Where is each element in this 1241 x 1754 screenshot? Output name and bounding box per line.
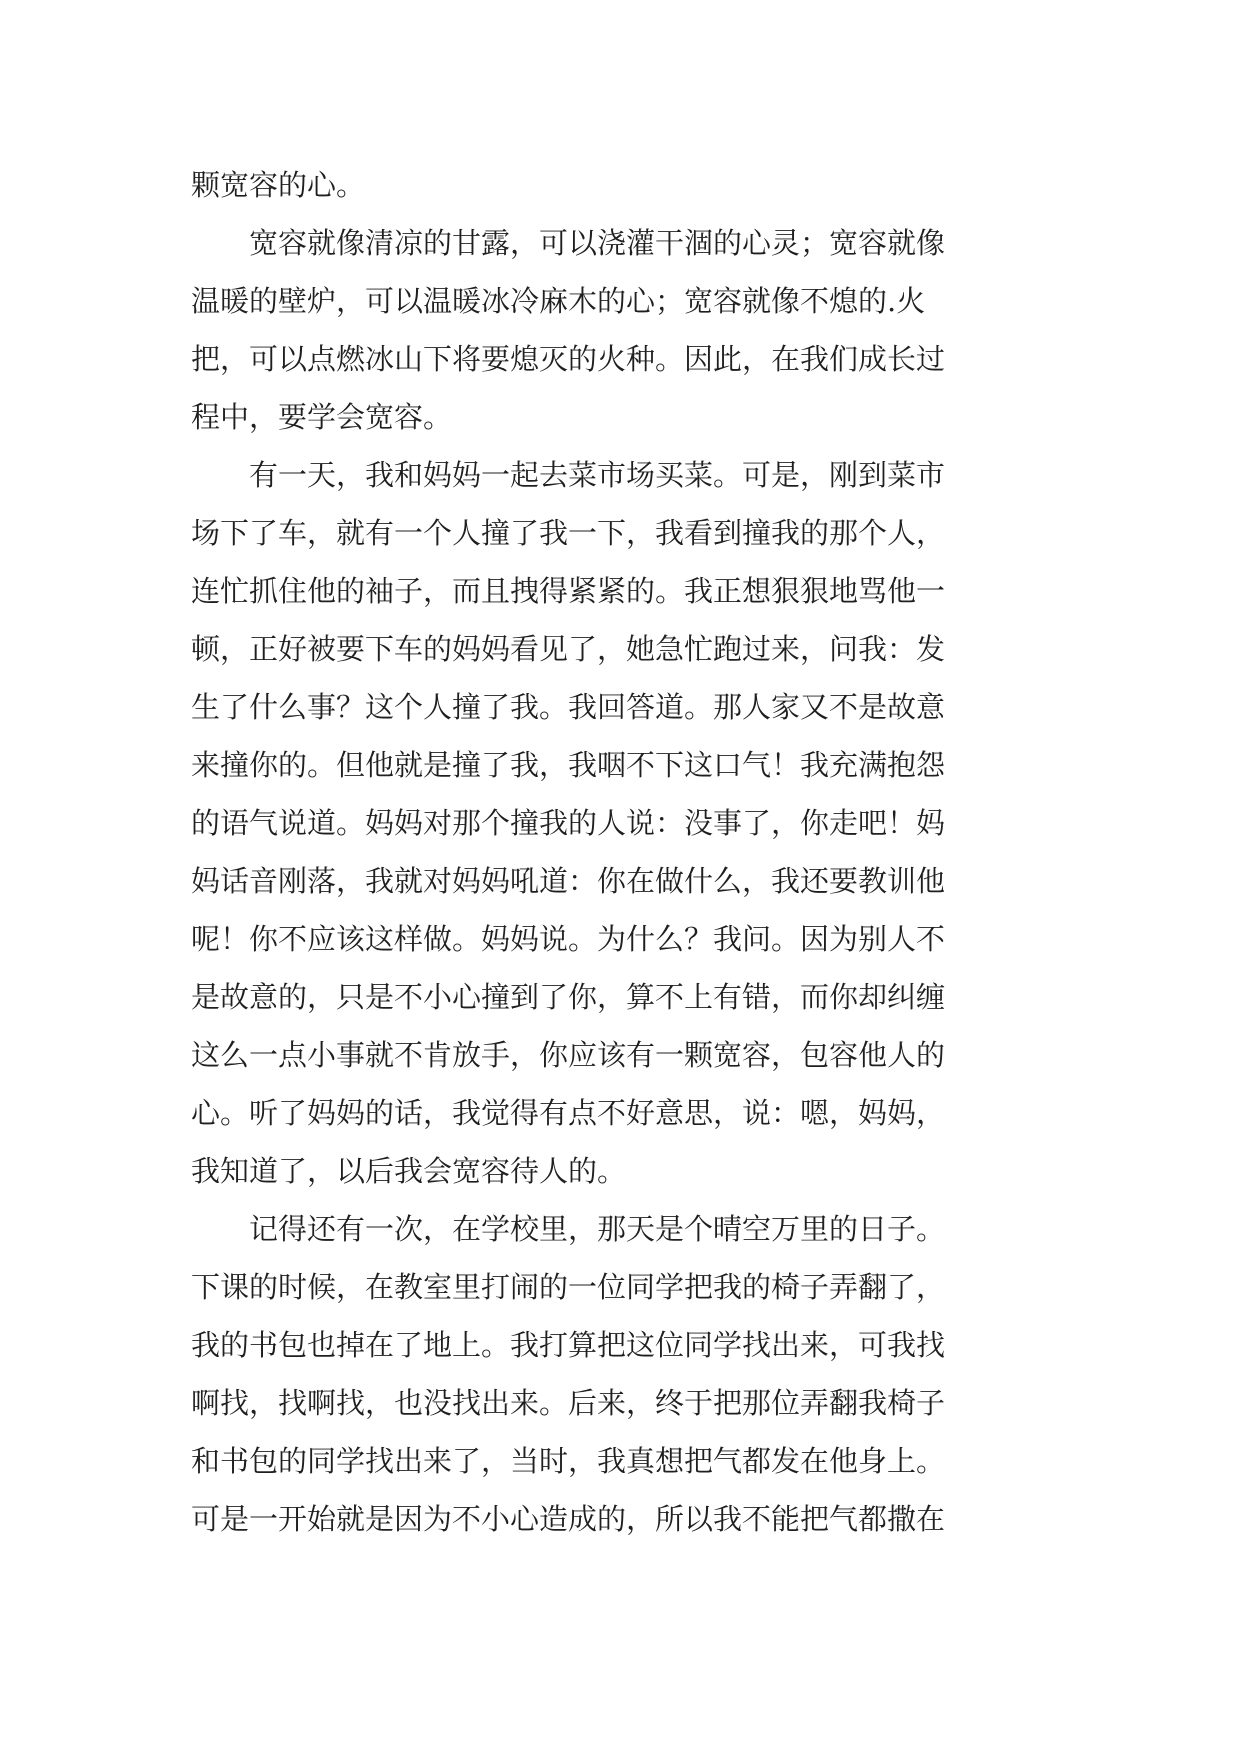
- text-line: 我的书包也掉在了地上。我打算把这位同学找出来，可我找: [191, 1328, 946, 1362]
- text-line: 呢！你不应该这样做。妈妈说。为什么？我问。因为别人不: [191, 922, 946, 956]
- text-line: 啊找，找啊找，也没找出来。后来，终于把那位弄翻我椅子: [191, 1386, 946, 1420]
- text-line: 心。听了妈妈的话，我觉得有点不好意思，说：嗯，妈妈，: [191, 1096, 946, 1130]
- text-line: 这么一点小事就不肯放手，你应该有一颗宽容，包容他人的: [191, 1038, 946, 1072]
- text-line: 可是一开始就是因为不小心造成的，所以我不能把气都撒在: [191, 1502, 946, 1536]
- text-line: 我知道了，以后我会宽容待人的。: [191, 1154, 627, 1188]
- text-line: 顿，正好被要下车的妈妈看见了，她急忙跑过来，问我：发: [191, 632, 946, 666]
- text-line: 有一天，我和妈妈一起去菜市场买菜。可是，刚到菜市: [191, 458, 946, 492]
- text-line: 温暖的壁炉，可以温暖冰冷麻木的心；宽容就像不熄的.火: [191, 284, 926, 318]
- text-line: 是故意的，只是不小心撞到了你，算不上有错，而你却纠缠: [191, 980, 946, 1014]
- text-line: 生了什么事？这个人撞了我。我回答道。那人家又不是故意: [191, 690, 946, 724]
- text-line: 下课的时候，在教室里打闹的一位同学把我的椅子弄翻了，: [191, 1270, 946, 1304]
- text-line: 妈话音刚落，我就对妈妈吼道：你在做什么，我还要教训他: [191, 864, 946, 898]
- text-line: 把，可以点燃冰山下将要熄灭的火种。因此，在我们成长过: [191, 342, 946, 376]
- text-line: 颗宽容的心。: [191, 168, 366, 202]
- text-line: 程中，要学会宽容。: [191, 400, 453, 434]
- text-line: 场下了车，就有一个人撞了我一下，我看到撞我的那个人，: [191, 516, 946, 550]
- text-line: 记得还有一次，在学校里，那天是个晴空万里的日子。: [191, 1212, 946, 1246]
- text-line: 和书包的同学找出来了，当时，我真想把气都发在他身上。: [191, 1444, 946, 1478]
- text-line: 连忙抓住他的袖子，而且拽得紧紧的。我正想狠狠地骂他一: [191, 574, 946, 608]
- text-line: 来撞你的。但他就是撞了我，我咽不下这口气！我充满抱怨: [191, 748, 946, 782]
- text-line: 宽容就像清凉的甘露，可以浇灌干涸的心灵；宽容就像: [191, 226, 946, 260]
- text-line: 的语气说道。妈妈对那个撞我的人说：没事了，你走吧！妈: [191, 806, 946, 840]
- essay-body: [191, 156, 1061, 1548]
